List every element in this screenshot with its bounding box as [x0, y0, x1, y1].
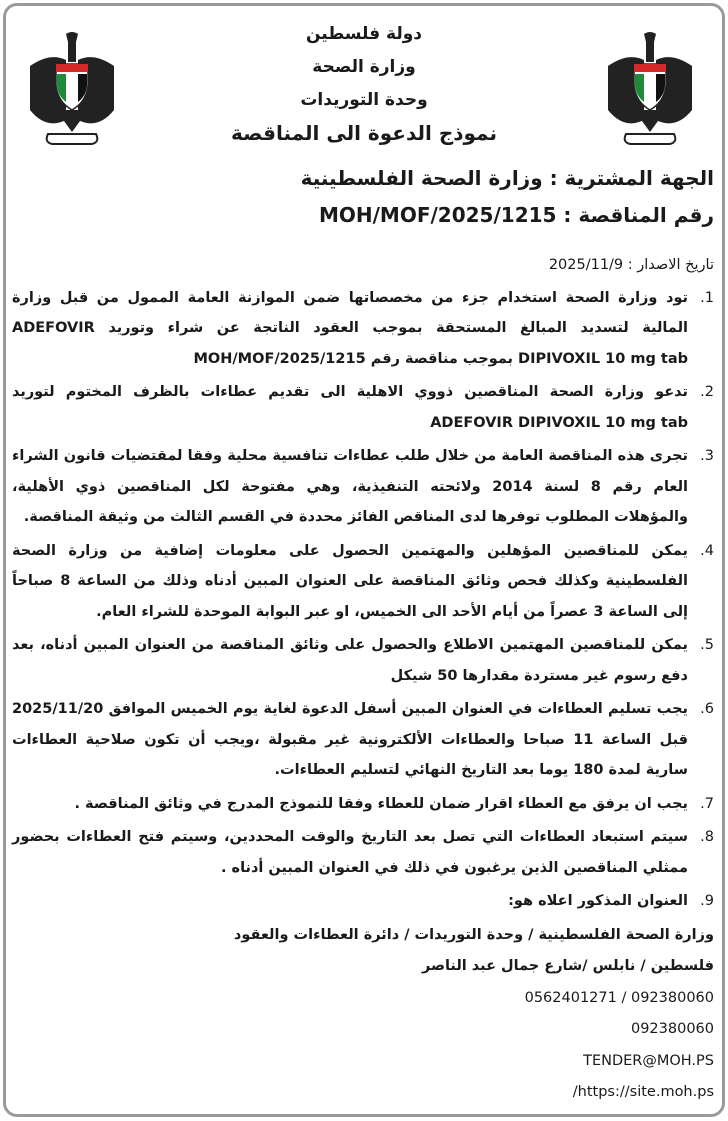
item-text: تدعو وزارة الصحة المناقصين ذووي الاهلية الى تقديم عطاءات بالظرف المختوم لتوريد ADEFOVIR DIPIVOXIL 10 mg tab	[12, 384, 688, 431]
item-number: 4.	[700, 542, 714, 559]
item-number: 7.	[700, 795, 714, 812]
unit-name: وحدة التوريدات	[300, 90, 428, 110]
item-number: 3.	[700, 448, 714, 464]
item-text: يمكن للمناقصين المؤهلين والمهتمين الحصول على معلومات إضافية من وزارة الصحة الفلسطينية وكذلك فحص وثائق المناقصة على العنوان المبين أدناه وذلك من الساعة 8 صباحاً إلى الساعة 3 عصراً من أيام الأحد الى الخميس، او عبر البوابة الموحدة للشراء العام.	[12, 542, 688, 620]
item-number: 2.	[700, 384, 714, 400]
item-number: 6.	[700, 701, 714, 717]
state-name: دولة فلسطين	[305, 24, 423, 44]
item-text: سيتم استبعاد العطاءات التي تصل بعد التاريخ والوقت المحددين، وسيتم فتح العطاءات بحضور ممثلي المناقصين الذين يرغبون في ذلك في العنوان المبين أدناه .	[12, 829, 688, 876]
address-location: فلسطين / نابلس /شارع جمال عبد الناصر	[421, 958, 714, 974]
item-number: 9.	[700, 893, 714, 909]
ministry-name: وزارة الصحة	[312, 57, 416, 77]
item-number: 8.	[700, 829, 714, 845]
list-item	[12, 630, 714, 691]
item-text: العنوان المذكور اعلاه هو:	[508, 893, 688, 909]
address-block	[12, 920, 714, 1109]
address-org: وزارة الصحة الفلسطينية / وحدة التوريدات / دائرة العطاءات والعقود	[233, 926, 714, 943]
list-item	[12, 886, 714, 917]
tender-items-list	[12, 283, 714, 917]
item-text: يمكن للمناقصين المهتمين الاطلاع والحصول على وثائق المناقصة من العنوان المبين أدناه، بعد دفع رسوم غير مستردة مقدارها 50 شيكل	[12, 637, 688, 684]
item-number: 1.	[700, 289, 714, 306]
letterhead	[150, 18, 578, 150]
item-number: 5.	[700, 637, 714, 653]
purchaser-line: الجهة المشترية : وزارة الصحة الفلسطينية	[300, 166, 714, 190]
list-item	[12, 441, 714, 533]
item-text: تود وزارة الصحة استخدام جزء من مخصصاتها ضمن الموازنة العامة الممول من قبل وزارة المالية لتسديد المبالغ المستحقة بموجب العقود الناتجة عن شراء وتوريد ADEFOVIR DIPIVOXIL 10 mg tab بموجب مناقصة رقم MOH/MOF/2025/1215	[12, 289, 688, 367]
tender-number-line: رقم المناقصة : MOH/MOF/2025/1215	[318, 203, 714, 227]
list-item	[12, 789, 714, 820]
item-text: تجرى هذه المناقصة العامة من خلال طلب عطاءات تنافسية محلية وفقا لمقتضيات قانون الشراء العام رقم 8 لسنة 2014 ولائحته التنفيذية، وهي مفتوحة لكل المناقصين ذوي الأهلية، والمؤهلات المطلوب توفرها لدى المناقص الفائز محددة في القسم الثالث من وثيقة المناقصة.	[12, 448, 688, 525]
item-text: يجب ان يرفق مع العطاء اقرار ضمان للعطاء وفقا للنموذج المدرج في وثائق المناقصة .	[74, 795, 688, 812]
list-item	[12, 377, 714, 438]
document-title: نموذج الدعوة الى المناقصة	[231, 121, 497, 145]
issue-date: تاريخ الاصدار : 2025/11/9	[548, 257, 714, 273]
item-text: يجب تسليم العطاءات في العنوان المبين أسفل الدعوة لغاية يوم الخميس الموافق 2025/11/20 قبل الساعة 11 صباحا والعطاءات الألكترونية غير مقبولة ،ويجب أن تكون صلاحية العطاءات سارية لمدة 180 يوما بعد التاريخ النهائي لتسليم العطاءات.	[12, 701, 688, 778]
address-fax: 092380060	[630, 1021, 714, 1037]
list-item	[12, 283, 714, 375]
address-website[interactable]: /https://site.moh.ps	[572, 1084, 714, 1100]
list-item	[12, 536, 714, 628]
address-email[interactable]: TENDER@MOH.PS	[583, 1052, 714, 1069]
palestinian-eagle-emblem-icon	[26, 30, 118, 148]
tender-body	[12, 250, 714, 1109]
palestinian-eagle-emblem-icon	[604, 30, 696, 148]
list-item	[12, 694, 714, 786]
address-phones: 0562401271 / 092380060	[524, 989, 714, 1006]
list-item	[12, 822, 714, 883]
